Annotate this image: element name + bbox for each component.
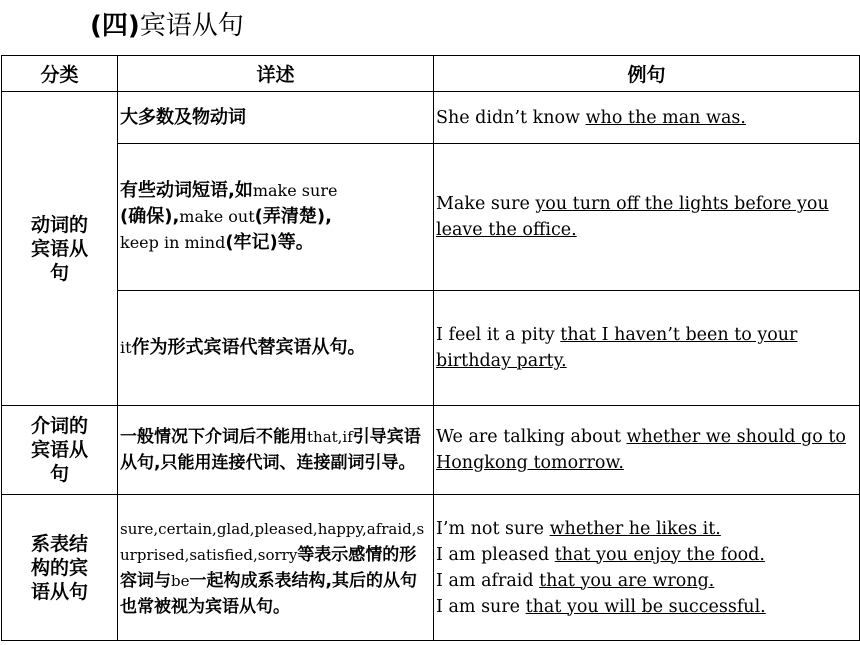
detail-cell	[118, 92, 434, 144]
example-underlined: that I haven’t been to your birthday party.	[436, 325, 798, 371]
example-cell	[434, 92, 860, 144]
example-underlined: that you are wrong.	[539, 570, 715, 591]
detail-text: 一般情况下介词后不能用	[120, 427, 307, 447]
detail-english: make sure	[252, 181, 338, 200]
detail-english: it	[120, 338, 132, 357]
category-line: 语从句	[30, 580, 88, 603]
example-text: I am pleased	[436, 544, 555, 565]
example-underlined: whether he likes it.	[549, 518, 721, 539]
detail-text: 等表示感情的形容词与	[120, 544, 417, 591]
example-cell	[434, 495, 860, 641]
grammar-table	[1, 55, 860, 641]
category-line: 构的宾	[30, 556, 88, 579]
detail-english: keep in mind	[120, 233, 226, 252]
header-detail: 详述	[118, 56, 434, 92]
example-cell	[434, 144, 860, 291]
table-row	[2, 144, 860, 291]
example-underlined: that you will be successful.	[525, 596, 766, 617]
detail-text: 引导宾语从句,只能用连接代词、连接副词引导。	[120, 427, 421, 473]
detail-text: 一起构成系表结构,其后的从句也常被视为宾语从句。	[120, 570, 417, 617]
header-category: 分类	[2, 56, 118, 92]
example-line	[436, 594, 857, 620]
example-text: I am sure	[436, 596, 526, 617]
example-cell	[434, 291, 860, 406]
detail-text: (弄清楚),	[254, 206, 332, 227]
example-underlined: you turn off the lights before you leave the office.	[436, 194, 829, 240]
detail-text: 大多数及物动词	[120, 106, 246, 128]
detail-english: sure,certain,glad,pleased,happy,afraid,surprised,satisfied,sorry	[120, 519, 425, 564]
category-line: 系表结	[30, 532, 88, 555]
example-text: I feel it a pity	[436, 325, 561, 345]
category-cell	[2, 495, 118, 641]
table-row	[2, 495, 860, 641]
example-text: We are talking about	[436, 427, 627, 447]
detail-cell	[118, 406, 434, 495]
header-row	[2, 56, 860, 92]
detail-english: make out	[179, 207, 255, 226]
detail-cell	[118, 144, 434, 291]
detail-text: (牢记)等。	[225, 232, 314, 253]
category-line: 动词的	[30, 213, 88, 236]
detail-text: 作为形式宾语代替宾语从句。	[131, 337, 366, 358]
detail-english: that,if	[307, 428, 353, 446]
detail-text: 有些动词短语,如	[120, 180, 253, 201]
example-text: She didn’t know	[436, 107, 586, 128]
example-line	[436, 568, 857, 594]
detail-cell	[118, 291, 434, 406]
example-text: I’m not sure	[436, 518, 550, 539]
category-line: 句	[49, 463, 69, 485]
table-row	[2, 406, 860, 495]
category-line: 宾语从	[30, 439, 88, 461]
category-line: 宾语从	[30, 237, 88, 260]
category-cell	[2, 406, 118, 495]
detail-text: (确保),	[120, 206, 180, 227]
category-cell	[2, 92, 118, 406]
title-text: 宾语从句	[139, 11, 244, 41]
example-underlined: that you enjoy the food.	[554, 544, 765, 565]
page-title	[90, 8, 244, 44]
detail-cell	[118, 495, 434, 641]
example-text: I am afraid	[436, 570, 540, 591]
table-row	[2, 92, 860, 144]
table-row	[2, 291, 860, 406]
detail-english: be	[171, 571, 190, 590]
example-cell	[434, 406, 860, 495]
example-underlined: who the man was.	[585, 107, 746, 128]
title-prefix: (四)	[90, 11, 140, 41]
header-example: 例句	[434, 56, 860, 92]
example-text: Make sure	[436, 194, 536, 214]
category-line: 介词的	[30, 415, 88, 437]
example-underlined: whether we should go to Hongkong tomorrow.	[436, 427, 846, 473]
example-line	[436, 516, 857, 542]
example-line	[436, 542, 857, 568]
category-line: 句	[49, 261, 69, 284]
